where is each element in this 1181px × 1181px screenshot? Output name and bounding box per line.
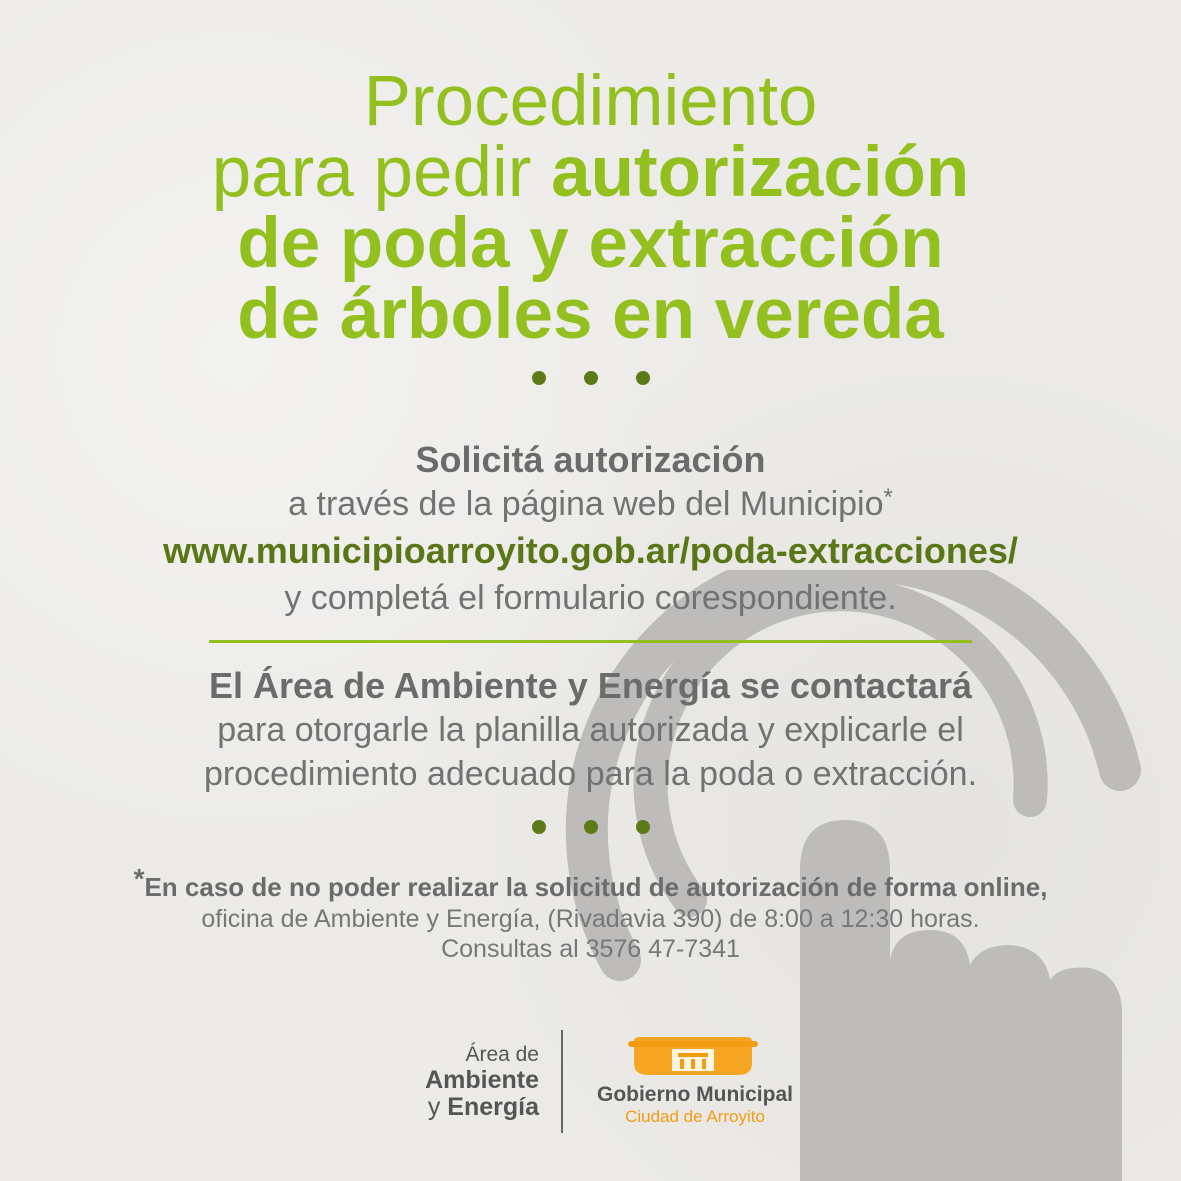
step-2-block: [0, 664, 1181, 796]
logos-footer: [0, 1025, 1181, 1135]
website-link[interactable]: www.municipioarroyito.gob.ar/poda-extracciones/: [163, 530, 1018, 571]
title-line-1: Procedimiento: [363, 62, 818, 141]
title-line-2-light: para pedir: [211, 133, 552, 212]
step-1-asterisk: *: [883, 484, 893, 511]
area-logo-line-2: Ambiente: [425, 1066, 539, 1094]
step-1-heading: Solicitá autorización: [415, 439, 766, 480]
area-logo-line-3-bold: Energía: [447, 1093, 539, 1121]
area-logo-line-1: Área de: [465, 1043, 539, 1066]
title-line-2-bold: autorización: [551, 133, 970, 212]
footnote-asterisk: *: [133, 863, 145, 894]
dot: [636, 820, 650, 834]
area-ambiente-logo: [425, 1043, 539, 1121]
gobierno-logo-line-1: Gobierno Municipal: [596, 1083, 793, 1106]
dot: [584, 371, 598, 385]
divider: [209, 640, 972, 643]
dots-separator-top: [0, 371, 1181, 391]
step-2-text-1: para otorgarle la planilla autorizada y explicarle el: [217, 711, 964, 749]
title-line-2: [0, 133, 1181, 212]
step-1-text-2: y completá el formulario corespondiente.: [284, 579, 897, 617]
step-2-text-2: procedimiento adecuado para la poda o extracción.: [203, 755, 978, 793]
area-logo-line-3: [425, 1094, 539, 1121]
step-1-block: [0, 438, 1181, 620]
footnote-bold-text: En caso de no poder realizar la solicitud de autorización de forma online,: [144, 872, 1048, 902]
dot: [532, 820, 546, 834]
page-title: [0, 62, 1181, 354]
dots-separator-bottom: [0, 820, 1181, 840]
step-1-text-1: a través de la página web del Municipio: [288, 485, 884, 523]
title-line-4: de árboles en vereda: [237, 275, 944, 354]
title-line-3: de poda y extracción: [237, 204, 944, 283]
footnote-line-2: oficina de Ambiente y Energía, (Rivadavia 390) de 8:00 a 12:30 horas.: [201, 905, 980, 933]
municipal-building-icon: [628, 1035, 758, 1079]
gobierno-logo-line-2: Ciudad de Arroyito: [625, 1107, 765, 1126]
dot: [532, 371, 546, 385]
dot: [584, 820, 598, 834]
dot: [636, 371, 650, 385]
gobierno-municipal-logo: [580, 1035, 810, 1127]
step-2-heading: El Área de Ambiente y Energía se contactará: [209, 665, 972, 706]
logo-divider: [561, 1030, 563, 1133]
step-1-text: [0, 482, 1181, 526]
area-logo-line-3-light: y: [427, 1093, 448, 1121]
footnote-line-3: Consultas al 3576 47-7341: [441, 935, 740, 963]
footnote: [0, 863, 1181, 964]
footnote-bold-line: [0, 863, 1181, 904]
